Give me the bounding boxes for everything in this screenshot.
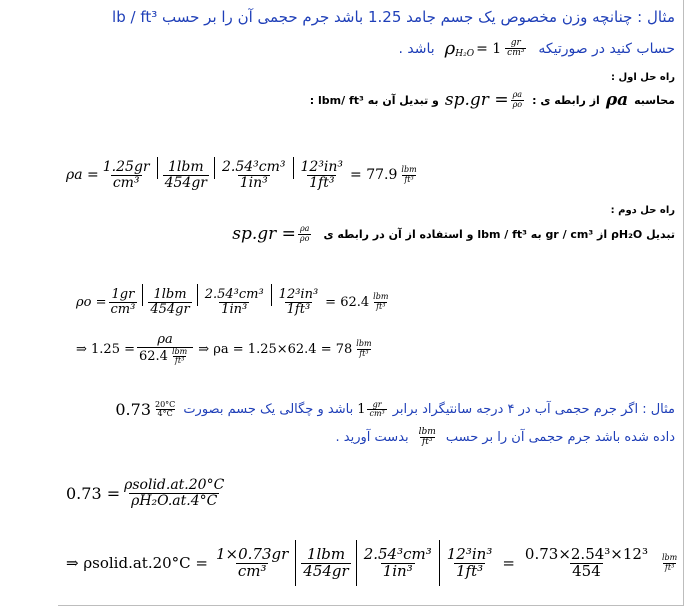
- example1-line2-text: حساب کنید در صورتیکه: [538, 40, 675, 57]
- example1-line2: [398, 38, 675, 59]
- eq1-bar: [293, 157, 294, 179]
- eq2-term4: $\frac{\text{12³in³}}{\text{1ft³}}$: [278, 287, 319, 317]
- spgr-fraction-2: $\frac{\rho a}{\rho o}$: [299, 224, 310, 243]
- water-density-value: 1 $\frac{gr}{\text{cm³}}$: [357, 399, 385, 418]
- eq1-term2: $\frac{\text{1lbm}}{454gr}$: [164, 159, 207, 191]
- specific-gravity-temps: $\frac{20^\circ C}{4^\circ C}$: [155, 399, 176, 418]
- eq1-term3: $\frac{\text{2.54³cm³}}{\text{1in³}}$: [221, 159, 286, 191]
- spgr-label: sp.gr =: [444, 90, 509, 110]
- solution2-line: [232, 224, 675, 244]
- example1-line2-end: باشد .: [398, 40, 435, 57]
- equation-rho-solid: [66, 540, 681, 586]
- eq5-term3: $\frac{\text{2.54³cm³}}{\text{1in³}}$: [363, 544, 432, 580]
- eq4-fraction: $\frac{\text{ρsolid.at.20°C}}{\text{ρH₂O.at.4°C}}$: [124, 477, 225, 509]
- eq2-result: = 62.4: [325, 294, 370, 310]
- equation-specific-gravity: [66, 478, 228, 508]
- specific-gravity-value: 0.73 $\frac{20^\circ C}{4^\circ C}$: [115, 399, 176, 419]
- rho-a-symbol: ρa: [605, 90, 629, 110]
- eq2-term2: $\frac{\text{1lbm}}{454gr}$: [150, 287, 190, 317]
- eq2-bar: [142, 284, 143, 306]
- example2-text2: داده شده باشد جرم حجمی آن را بر حسب: [445, 430, 675, 446]
- eq2-bar: [197, 284, 198, 306]
- eq2-lhs: ρo =: [76, 294, 107, 310]
- rho-subscript: H₂O: [455, 48, 475, 59]
- equation-rho-o: [76, 288, 392, 316]
- example2-line1: [115, 400, 675, 419]
- eq5-equals: =: [502, 554, 515, 572]
- unit-fraction: $\frac{gr}{\text{cm³}}$: [507, 37, 525, 58]
- rho-value: = 1: [476, 40, 502, 57]
- rho-water-expression: [445, 38, 529, 59]
- eq2-term3: $\frac{\text{2.54³cm³}}{\text{1in³}}$: [204, 287, 264, 317]
- equation-rho-a: [66, 160, 421, 190]
- example2-line2: [336, 428, 675, 448]
- eq2-bar: [271, 284, 272, 306]
- eq1-bar: [157, 157, 158, 179]
- eq3-lhs: ⇒ 1.25 =: [76, 341, 135, 357]
- eq3-fraction: ρa 62.4 $\frac{\text{lbm}}{\text{ft³}}$: [137, 333, 193, 365]
- spgr-label-2: sp.gr =: [232, 224, 296, 244]
- water-density-unit: $\frac{gr}{\text{cm³}}$: [369, 399, 385, 418]
- eq4-lhs: 0.73 =: [66, 483, 121, 503]
- eq5-bar: [439, 540, 440, 586]
- eq1-term1: $\frac{1.25gr}{\text{cm³}}$: [102, 159, 150, 191]
- example2-text2b: بدست آورید .: [335, 430, 409, 446]
- eq1-term4: $\frac{\text{12³in³}}{\text{1ft³}}$: [300, 159, 344, 191]
- solution2-title: راه حل دوم :: [610, 205, 675, 216]
- spgr-formula: [445, 90, 526, 110]
- eq3-rhs: ⇒ ρa = 1.25×62.4 = 78: [198, 341, 353, 357]
- eq1-lhs: ρa =: [66, 167, 99, 184]
- eq5-term2: $\frac{\text{1lbm}}{454gr}$: [303, 544, 349, 580]
- eq1-unit: $\frac{\text{lbm}}{\text{ft³}}$: [401, 165, 417, 184]
- eq5-term4: $\frac{\text{12³in³}}{\text{1ft³}}$: [446, 544, 493, 580]
- eq5-lhs: ⇒ ρsolid.at.20°C =: [66, 554, 208, 572]
- eq2-unit: $\frac{\text{lbm}}{\text{ft³}}$: [373, 292, 389, 311]
- eq3-den-unit: $\frac{\text{lbm}}{\text{ft³}}$: [171, 346, 188, 366]
- eq5-result: $\frac{\text{0.73×2.54³×12³}}{454}$: [524, 544, 648, 580]
- solution1-relation: از رابطه ی :: [532, 93, 600, 107]
- eq2-term1: $\frac{1gr}{\text{cm³}}$: [110, 287, 136, 317]
- equation-solve-rho-a: [76, 333, 376, 365]
- eq5-bar: [295, 540, 296, 586]
- solution1-compute: محاسبه: [634, 93, 675, 107]
- spgr-fraction: $\frac{\rho a}{\rho o}$: [512, 90, 523, 109]
- example2-unit: $\frac{\text{lbm}}{\text{ft³}}$: [418, 427, 436, 448]
- example2-text1: مثال : اگر جرم حجمی آب در ۴ درجه سانتیگراد برابر: [392, 402, 675, 417]
- example1-line1: مثال : چنانچه وزن مخصوص یک جسم جامد 1.25 باشد جرم حجمی آن را بر حسب lb / ft³: [112, 8, 675, 26]
- eq5-unit: $\frac{\text{lbm}}{\text{ft³}}$: [661, 553, 678, 572]
- rho-symbol: ρ: [444, 38, 456, 59]
- eq1-result: = 77.9: [350, 167, 398, 184]
- eq5-bar: [356, 540, 357, 586]
- solution1-title: راه حل اول :: [611, 72, 675, 83]
- solution1-convert: و تبدیل آن به lbm/ ft³ :: [309, 93, 439, 107]
- eq3-unit: $\frac{\text{lbm}}{\text{ft³}}$: [356, 339, 372, 358]
- spgr-formula-2: [232, 224, 313, 244]
- example2-text1b: باشد و چگالی یک جسم بصورت: [183, 402, 354, 417]
- eq5-term1: $\frac{1\times 0.73gr}{\text{cm³}}$: [216, 544, 289, 580]
- eq1-bar: [214, 157, 215, 179]
- solution2-text: تبدیل ρH₂O از gr / cm³ به lbm / ft³ و استفاده از آن در رابطه ی: [323, 227, 675, 241]
- solution1-line: [310, 90, 675, 110]
